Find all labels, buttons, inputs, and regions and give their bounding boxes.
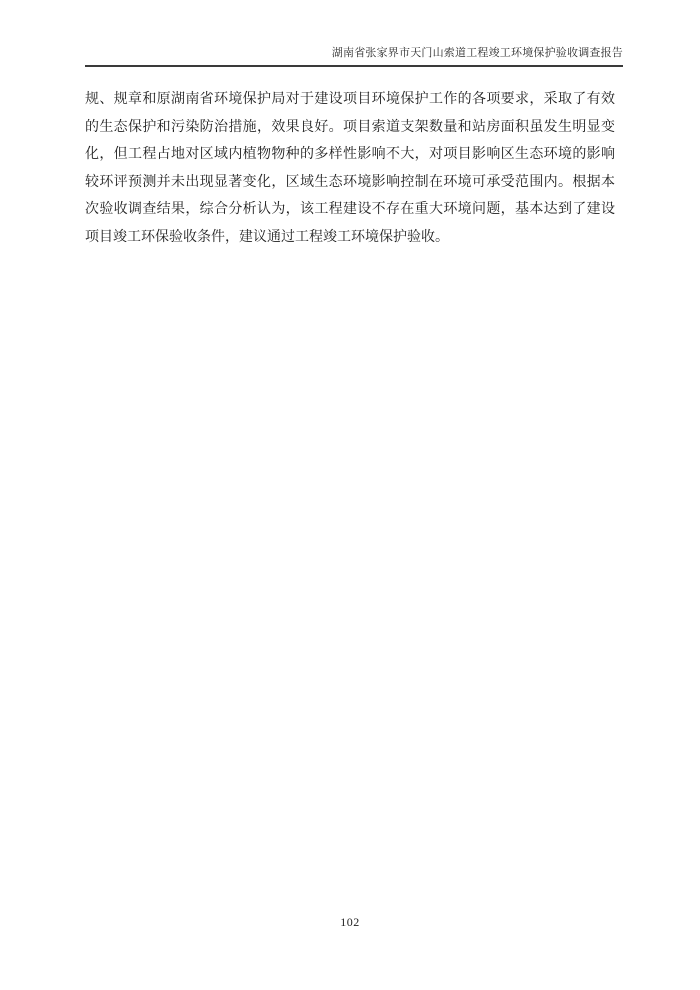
paragraph-line: 项目竣工环保验收条件，建议通过工程竣工环境保护验收。	[85, 229, 449, 245]
body-paragraph	[85, 86, 615, 251]
page-number: 102	[340, 915, 360, 929]
paragraph-line: 较环评预测并未出现显著变化，区域生态环境影响控制在环境可承受范围内。根据本	[85, 174, 615, 190]
page-header	[85, 44, 623, 67]
header-rule	[85, 65, 623, 67]
paragraph-line: 规、规章和原湖南省环境保护局对于建设项目环境保护工作的各项要求，采取了有效	[85, 92, 615, 107]
header-title: 湖南省张家界市天门山索道工程竣工环境保护验收调查报告	[331, 47, 623, 59]
page-footer	[0, 913, 700, 931]
paragraph-line: 次验收调查结果，综合分析认为，该工程建设不存在重大环境问题，基本达到了建设	[85, 202, 615, 217]
paragraph-line: 化，但工程占地对区域内植物物种的多样性影响不大，对项目影响区生态环境的影响	[85, 147, 615, 162]
paragraph-line: 的生态保护和污染防治措施，效果良好。项目索道支架数量和站房面积虽发生明显变	[85, 119, 615, 135]
